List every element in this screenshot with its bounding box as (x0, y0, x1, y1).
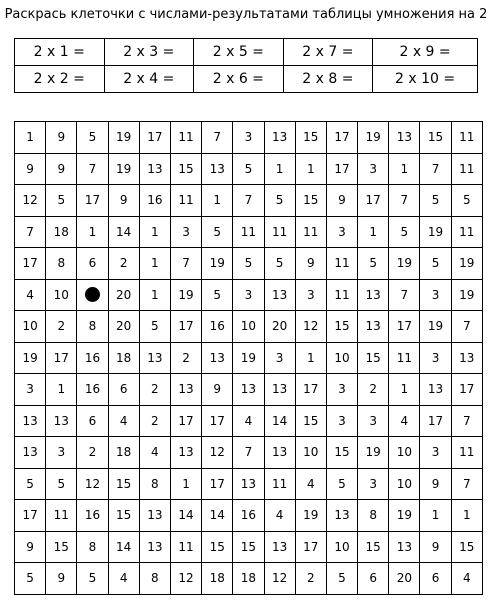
grid-cell[interactable]: 6 (358, 563, 389, 595)
grid-cell[interactable]: 6 (108, 374, 139, 406)
grid-cell[interactable]: 9 (295, 248, 326, 280)
grid-cell[interactable]: 1 (139, 248, 170, 280)
grid-cell[interactable]: 10 (295, 437, 326, 469)
grid-cell[interactable]: 15 (326, 437, 357, 469)
grid-cell[interactable]: 9 (15, 531, 46, 563)
grid-cell[interactable]: 8 (46, 248, 77, 280)
grid-cell[interactable]: 13 (264, 122, 295, 154)
grid-cell[interactable]: 13 (170, 374, 201, 406)
grid-cell[interactable]: 18 (202, 563, 233, 595)
grid-cell[interactable]: 18 (46, 216, 77, 248)
grid-cell[interactable]: 17 (46, 342, 77, 374)
grid-cell[interactable]: 4 (139, 437, 170, 469)
grid-cell[interactable]: 10 (326, 531, 357, 563)
grid-cell[interactable]: 1 (170, 468, 201, 500)
grid-cell[interactable]: 5 (15, 468, 46, 500)
grid-cell[interactable]: 19 (389, 500, 420, 532)
grid-cell[interactable]: 12 (77, 468, 108, 500)
grid-cell[interactable]: 19 (108, 153, 139, 185)
grid-cell[interactable]: 3 (295, 279, 326, 311)
grid-cell[interactable]: 16 (139, 185, 170, 217)
grid-cell[interactable]: 8 (77, 531, 108, 563)
grid-cell[interactable]: 17 (295, 531, 326, 563)
grid-cell[interactable]: 13 (389, 122, 420, 154)
grid-row (15, 405, 483, 437)
grid-cell[interactable]: 1 (295, 342, 326, 374)
grid-cell[interactable]: 3 (326, 405, 357, 437)
grid-cell[interactable]: 13 (15, 437, 46, 469)
equation-cell: 2 x 4 = (104, 66, 194, 93)
grid-cell[interactable]: 13 (264, 531, 295, 563)
grid-cell[interactable]: 4 (233, 405, 264, 437)
grid-cell[interactable]: 9 (15, 153, 46, 185)
grid-cell[interactable]: 9 (46, 153, 77, 185)
grid-cell[interactable]: 3 (420, 437, 451, 469)
grid-cell[interactable]: 1 (202, 185, 233, 217)
grid-row (15, 342, 483, 374)
grid-cell[interactable]: 15 (358, 531, 389, 563)
grid-cell[interactable]: 12 (170, 563, 201, 595)
grid-cell[interactable]: 11 (451, 153, 482, 185)
grid-cell[interactable]: 17 (451, 374, 482, 406)
grid-cell[interactable]: 13 (233, 374, 264, 406)
grid-cell[interactable]: 3 (46, 437, 77, 469)
grid-cell[interactable]: 15 (326, 311, 357, 343)
grid-cell[interactable]: 17 (420, 405, 451, 437)
grid-cell[interactable]: 14 (108, 531, 139, 563)
grid-cell[interactable]: 5 (389, 216, 420, 248)
grid-cell[interactable]: 7 (233, 185, 264, 217)
grid-cell[interactable]: 19 (420, 311, 451, 343)
grid-cell[interactable]: 10 (46, 279, 77, 311)
number-grid (14, 121, 483, 595)
grid-cell[interactable]: 7 (77, 153, 108, 185)
grid-cell[interactable]: 1 (389, 374, 420, 406)
grid-cell[interactable]: 3 (420, 279, 451, 311)
grid-cell[interactable]: 17 (170, 405, 201, 437)
grid-cell[interactable]: 16 (77, 374, 108, 406)
grid-cell[interactable]: 2 (46, 311, 77, 343)
grid-cell[interactable]: 7 (170, 248, 201, 280)
grid-cell[interactable]: 1 (77, 216, 108, 248)
grid-cell[interactable]: 11 (295, 216, 326, 248)
grid-cell[interactable]: 7 (202, 122, 233, 154)
grid-cell[interactable]: 2 (108, 248, 139, 280)
grid-cell[interactable]: 17 (202, 468, 233, 500)
grid-cell[interactable]: 14 (108, 216, 139, 248)
grid-cell[interactable]: 1 (46, 374, 77, 406)
grid-cell[interactable]: 3 (233, 122, 264, 154)
grid-cell[interactable]: 7 (451, 311, 482, 343)
grid-cell[interactable]: 17 (358, 185, 389, 217)
grid-cell[interactable]: 17 (295, 374, 326, 406)
grid-cell[interactable]: 11 (451, 437, 482, 469)
grid-cell[interactable]: 5 (202, 279, 233, 311)
grid-cell[interactable]: 13 (139, 500, 170, 532)
grid-cell[interactable]: 15 (295, 185, 326, 217)
grid-cell[interactable]: 17 (326, 153, 357, 185)
grid-cell[interactable]: 5 (139, 311, 170, 343)
grid-cell[interactable]: 17 (77, 185, 108, 217)
grid-cell[interactable]: 15 (420, 122, 451, 154)
grid-cell[interactable]: 1 (15, 122, 46, 154)
grid-cell[interactable]: 6 (420, 563, 451, 595)
grid-cell[interactable]: 12 (202, 437, 233, 469)
grid-cell[interactable]: 8 (139, 563, 170, 595)
equation-cell: 2 x 5 = (194, 39, 284, 66)
grid-cell[interactable]: 20 (108, 311, 139, 343)
grid-cell[interactable]: 7 (389, 185, 420, 217)
grid-cell[interactable]: 9 (420, 531, 451, 563)
grid-cell[interactable]: 4 (108, 563, 139, 595)
grid-cell[interactable]: 8 (139, 468, 170, 500)
grid-cell[interactable]: 6 (77, 248, 108, 280)
grid-cell[interactable]: 17 (326, 122, 357, 154)
grid-cell[interactable]: 5 (451, 185, 482, 217)
grid-cell[interactable]: 19 (451, 279, 482, 311)
grid-cell[interactable]: 15 (451, 531, 482, 563)
grid-cell[interactable]: 15 (202, 531, 233, 563)
grid-cell[interactable]: 17 (139, 122, 170, 154)
grid-cell[interactable]: 10 (389, 437, 420, 469)
equations-table (14, 38, 478, 93)
grid-cell[interactable]: 20 (389, 563, 420, 595)
grid-cell[interactable]: 3 (15, 374, 46, 406)
grid-cell[interactable]: 20 (108, 279, 139, 311)
grid-cell[interactable]: 13 (264, 279, 295, 311)
grid-cell[interactable]: 18 (233, 563, 264, 595)
grid-cell[interactable]: 5 (46, 468, 77, 500)
grid-cell[interactable]: 16 (202, 311, 233, 343)
grid-cell[interactable]: 13 (15, 405, 46, 437)
grid-cell[interactable]: 16 (233, 500, 264, 532)
grid-row (15, 374, 483, 406)
grid-cell[interactable]: 18 (108, 342, 139, 374)
grid-cell[interactable]: 4 (295, 468, 326, 500)
grid-cell[interactable]: 19 (170, 279, 201, 311)
equation-cell: 2 x 7 = (283, 39, 373, 66)
grid-cell[interactable]: 11 (326, 279, 357, 311)
grid-cell[interactable]: 16 (77, 500, 108, 532)
grid-cell[interactable]: 2 (139, 374, 170, 406)
equation-row (15, 66, 478, 93)
grid-cell[interactable]: 9 (108, 185, 139, 217)
grid-cell[interactable]: 19 (420, 216, 451, 248)
grid-cell[interactable]: 19 (15, 342, 46, 374)
grid-cell[interactable]: 19 (202, 248, 233, 280)
grid-cell[interactable]: 4 (264, 500, 295, 532)
grid-cell[interactable]: 13 (139, 342, 170, 374)
grid-cell[interactable]: 11 (170, 122, 201, 154)
grid-cell[interactable]: 17 (15, 248, 46, 280)
filled-circle-icon (85, 287, 100, 302)
grid-cell[interactable]: 5 (420, 248, 451, 280)
grid-cell[interactable]: 13 (326, 500, 357, 532)
grid-cell[interactable]: 19 (389, 248, 420, 280)
grid-cell[interactable]: 17 (15, 500, 46, 532)
grid-cell[interactable]: 4 (15, 279, 46, 311)
grid-cell[interactable]: 9 (46, 122, 77, 154)
grid-cell[interactable]: 5 (202, 216, 233, 248)
grid-row (15, 153, 483, 185)
grid-cell[interactable]: 9 (326, 185, 357, 217)
grid-cell[interactable]: 15 (108, 500, 139, 532)
grid-cell[interactable]: 16 (77, 342, 108, 374)
grid-cell[interactable]: 5 (46, 185, 77, 217)
grid-cell[interactable]: 5 (326, 468, 357, 500)
grid-cell[interactable]: 18 (108, 437, 139, 469)
grid-cell[interactable]: 4 (451, 563, 482, 595)
grid-cell[interactable]: 1 (420, 500, 451, 532)
grid-row (15, 311, 483, 343)
grid-cell[interactable]: 14 (170, 500, 201, 532)
grid-cell[interactable]: 7 (451, 405, 482, 437)
grid-cell[interactable]: 19 (108, 122, 139, 154)
grid-cell[interactable]: 5 (326, 563, 357, 595)
grid-cell[interactable]: 15 (233, 531, 264, 563)
grid-cell[interactable]: 5 (77, 122, 108, 154)
equation-cell: 2 x 10 = (373, 66, 478, 93)
grid-cell[interactable]: 10 (15, 311, 46, 343)
grid-cell[interactable]: 19 (451, 248, 482, 280)
grid-cell[interactable]: 10 (389, 468, 420, 500)
grid-cell[interactable]: 15 (295, 405, 326, 437)
grid-cell[interactable]: 3 (358, 153, 389, 185)
grid-cell[interactable]: 5 (15, 563, 46, 595)
grid-cell[interactable]: 20 (264, 311, 295, 343)
grid-cell[interactable]: 2 (295, 563, 326, 595)
equation-cell: 2 x 8 = (283, 66, 373, 93)
equation-cell: 2 x 3 = (104, 39, 194, 66)
grid-cell[interactable]: 3 (326, 374, 357, 406)
grid-cell[interactable]: 13 (420, 374, 451, 406)
equation-cell: 2 x 9 = (373, 39, 478, 66)
grid-row (15, 279, 483, 311)
grid-cell[interactable]: 12 (295, 311, 326, 343)
grid-cell[interactable]: 3 (420, 342, 451, 374)
grid-cell[interactable]: 11 (451, 122, 482, 154)
grid-cell[interactable]: 17 (170, 311, 201, 343)
grid-cell[interactable]: 19 (233, 342, 264, 374)
grid-cell[interactable]: 1 (139, 216, 170, 248)
grid-cell[interactable]: 11 (326, 248, 357, 280)
grid-cell[interactable]: 5 (264, 185, 295, 217)
grid-cell[interactable]: 13 (451, 342, 482, 374)
grid-cell[interactable]: 13 (139, 153, 170, 185)
grid-cell[interactable]: 13 (170, 437, 201, 469)
grid-cell[interactable]: 7 (233, 437, 264, 469)
grid-cell[interactable]: 12 (15, 185, 46, 217)
grid-cell[interactable]: 19 (358, 122, 389, 154)
grid-cell[interactable]: 6 (77, 405, 108, 437)
grid-cell[interactable]: 8 (358, 500, 389, 532)
grid-cell[interactable]: 5 (420, 185, 451, 217)
grid-cell[interactable]: 3 (170, 216, 201, 248)
grid-cell[interactable]: 14 (202, 500, 233, 532)
grid-cell[interactable]: 5 (233, 248, 264, 280)
grid-cell[interactable]: 11 (46, 500, 77, 532)
grid-cell[interactable]: 12 (264, 563, 295, 595)
grid-cell[interactable]: 5 (77, 563, 108, 595)
grid-cell[interactable]: 10 (326, 342, 357, 374)
grid-cell[interactable]: 13 (139, 531, 170, 563)
equation-cell: 2 x 6 = (194, 66, 284, 93)
equation-row (15, 39, 478, 66)
grid-cell[interactable]: 19 (358, 437, 389, 469)
grid-cell[interactable]: 17 (202, 405, 233, 437)
grid-cell[interactable]: 7 (451, 468, 482, 500)
grid-cell[interactable]: 9 (420, 468, 451, 500)
grid-cell[interactable]: 9 (202, 374, 233, 406)
grid-cell[interactable]: 13 (358, 279, 389, 311)
grid-row (15, 216, 483, 248)
grid-cell[interactable]: 4 (389, 405, 420, 437)
grid-cell[interactable]: 13 (202, 342, 233, 374)
grid-cell[interactable]: 13 (389, 531, 420, 563)
grid-row (15, 248, 483, 280)
grid-cell[interactable]: 10 (233, 311, 264, 343)
grid-row (15, 500, 483, 532)
grid-cell[interactable]: 11 (170, 531, 201, 563)
grid-cell[interactable]: 7 (389, 279, 420, 311)
grid-cell[interactable]: 8 (77, 311, 108, 343)
grid-cell[interactable]: 3 (358, 405, 389, 437)
grid-row (15, 563, 483, 595)
grid-cell[interactable]: 11 (233, 216, 264, 248)
grid-cell[interactable]: 15 (170, 153, 201, 185)
grid-cell[interactable]: 2 (358, 374, 389, 406)
grid-cell[interactable]: 15 (46, 531, 77, 563)
grid-cell[interactable]: 1 (358, 216, 389, 248)
grid-row (15, 531, 483, 563)
grid-cell[interactable]: 13 (202, 153, 233, 185)
grid-row (15, 185, 483, 217)
grid-row (15, 122, 483, 154)
grid-cell[interactable]: 17 (389, 311, 420, 343)
grid-cell[interactable]: 3 (358, 468, 389, 500)
equation-cell: 2 x 2 = (15, 66, 105, 93)
grid-cell[interactable]: 19 (295, 500, 326, 532)
grid-cell[interactable]: 11 (170, 185, 201, 217)
grid-cell[interactable]: 11 (264, 216, 295, 248)
grid-cell[interactable]: 5 (233, 153, 264, 185)
grid-cell[interactable]: 5 (358, 248, 389, 280)
grid-cell[interactable]: 2 (139, 405, 170, 437)
grid-cell[interactable]: 3 (233, 279, 264, 311)
grid-cell[interactable]: 3 (326, 216, 357, 248)
grid-cell[interactable]: 11 (451, 216, 482, 248)
grid-cell[interactable]: 1 (389, 153, 420, 185)
grid-cell[interactable]: 9 (46, 563, 77, 595)
grid-cell[interactable]: 2 (170, 342, 201, 374)
grid-cell[interactable]: 1 (264, 153, 295, 185)
grid-cell[interactable]: 3 (264, 342, 295, 374)
grid-cell[interactable]: 13 (233, 468, 264, 500)
grid-cell[interactable]: 15 (295, 122, 326, 154)
grid-cell[interactable]: 5 (264, 248, 295, 280)
worksheet-title: Раскрась клеточки с числами-результатами таблицы умножения на 2 (4, 7, 488, 22)
grid-cell[interactable]: 1 (295, 153, 326, 185)
grid-cell[interactable]: 1 (451, 500, 482, 532)
grid-cell[interactable]: 2 (77, 437, 108, 469)
grid-cell[interactable]: 7 (15, 216, 46, 248)
grid-cell[interactable]: 7 (420, 153, 451, 185)
grid-cell[interactable]: 15 (358, 342, 389, 374)
grid-cell[interactable]: 15 (108, 468, 139, 500)
grid-cell[interactable]: 13 (46, 405, 77, 437)
grid-cell[interactable]: 13 (264, 374, 295, 406)
equation-cell: 2 x 1 = (15, 39, 105, 66)
grid-cell[interactable]: 1 (139, 279, 170, 311)
grid-cell[interactable]: 13 (358, 311, 389, 343)
grid-row (15, 437, 483, 469)
grid-row (15, 468, 483, 500)
grid-cell[interactable] (77, 279, 108, 311)
grid-cell[interactable]: 13 (264, 437, 295, 469)
grid-cell[interactable]: 11 (389, 342, 420, 374)
grid-cell[interactable]: 4 (108, 405, 139, 437)
grid-cell[interactable]: 11 (264, 468, 295, 500)
grid-cell[interactable]: 14 (264, 405, 295, 437)
